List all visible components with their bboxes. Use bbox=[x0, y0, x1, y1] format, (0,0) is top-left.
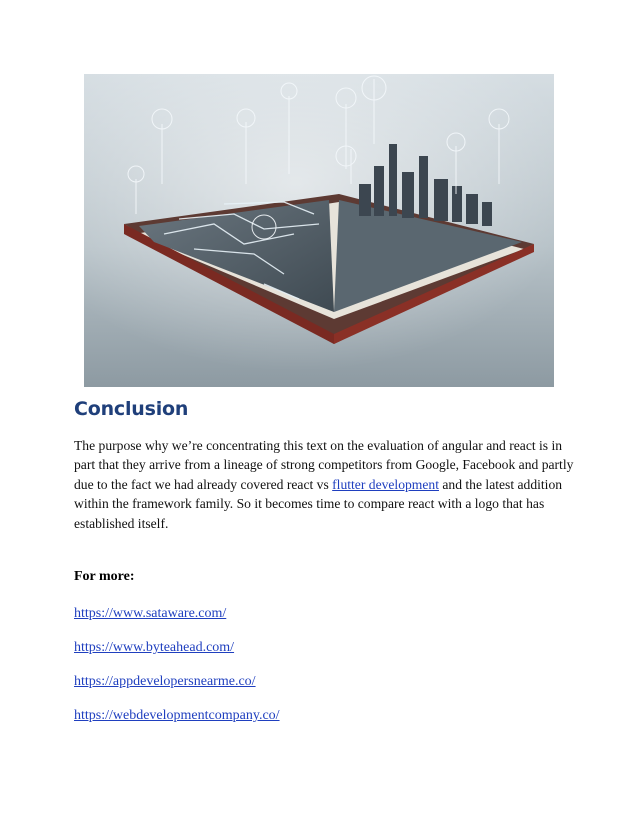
list-item bbox=[74, 706, 280, 740]
webdevelopmentcompany-link[interactable]: https://webdevelopmentcompany.co/ bbox=[74, 708, 280, 723]
flutter-development-link[interactable]: flutter development bbox=[332, 476, 439, 492]
section-heading: Conclusion bbox=[74, 398, 189, 420]
for-more-label: For more: bbox=[74, 569, 135, 584]
list-item bbox=[74, 604, 280, 638]
list-item bbox=[74, 638, 280, 672]
hero-image bbox=[84, 74, 554, 387]
link-list bbox=[74, 604, 280, 740]
appdevelopersnearme-link[interactable]: https://appdevelopersnearme.co/ bbox=[74, 674, 256, 689]
paragraph-text-part2: and the latest addition within the framework family. So it becomes time to compare react with a logo that has established itself. bbox=[74, 476, 563, 531]
byteahead-link[interactable]: https://www.byteahead.com/ bbox=[74, 640, 235, 655]
conclusion-paragraph bbox=[74, 436, 574, 533]
paragraph-text-part1: The purpose why we’re concentrating this text on the evaluation of angular and react is in part that they arrive from a lineage of strong competitors from Google, Facebook and partly due to the fact we had already covered react vs bbox=[74, 438, 574, 492]
list-item bbox=[74, 672, 280, 706]
sataware-link[interactable]: https://www.sataware.com/ bbox=[74, 606, 227, 621]
